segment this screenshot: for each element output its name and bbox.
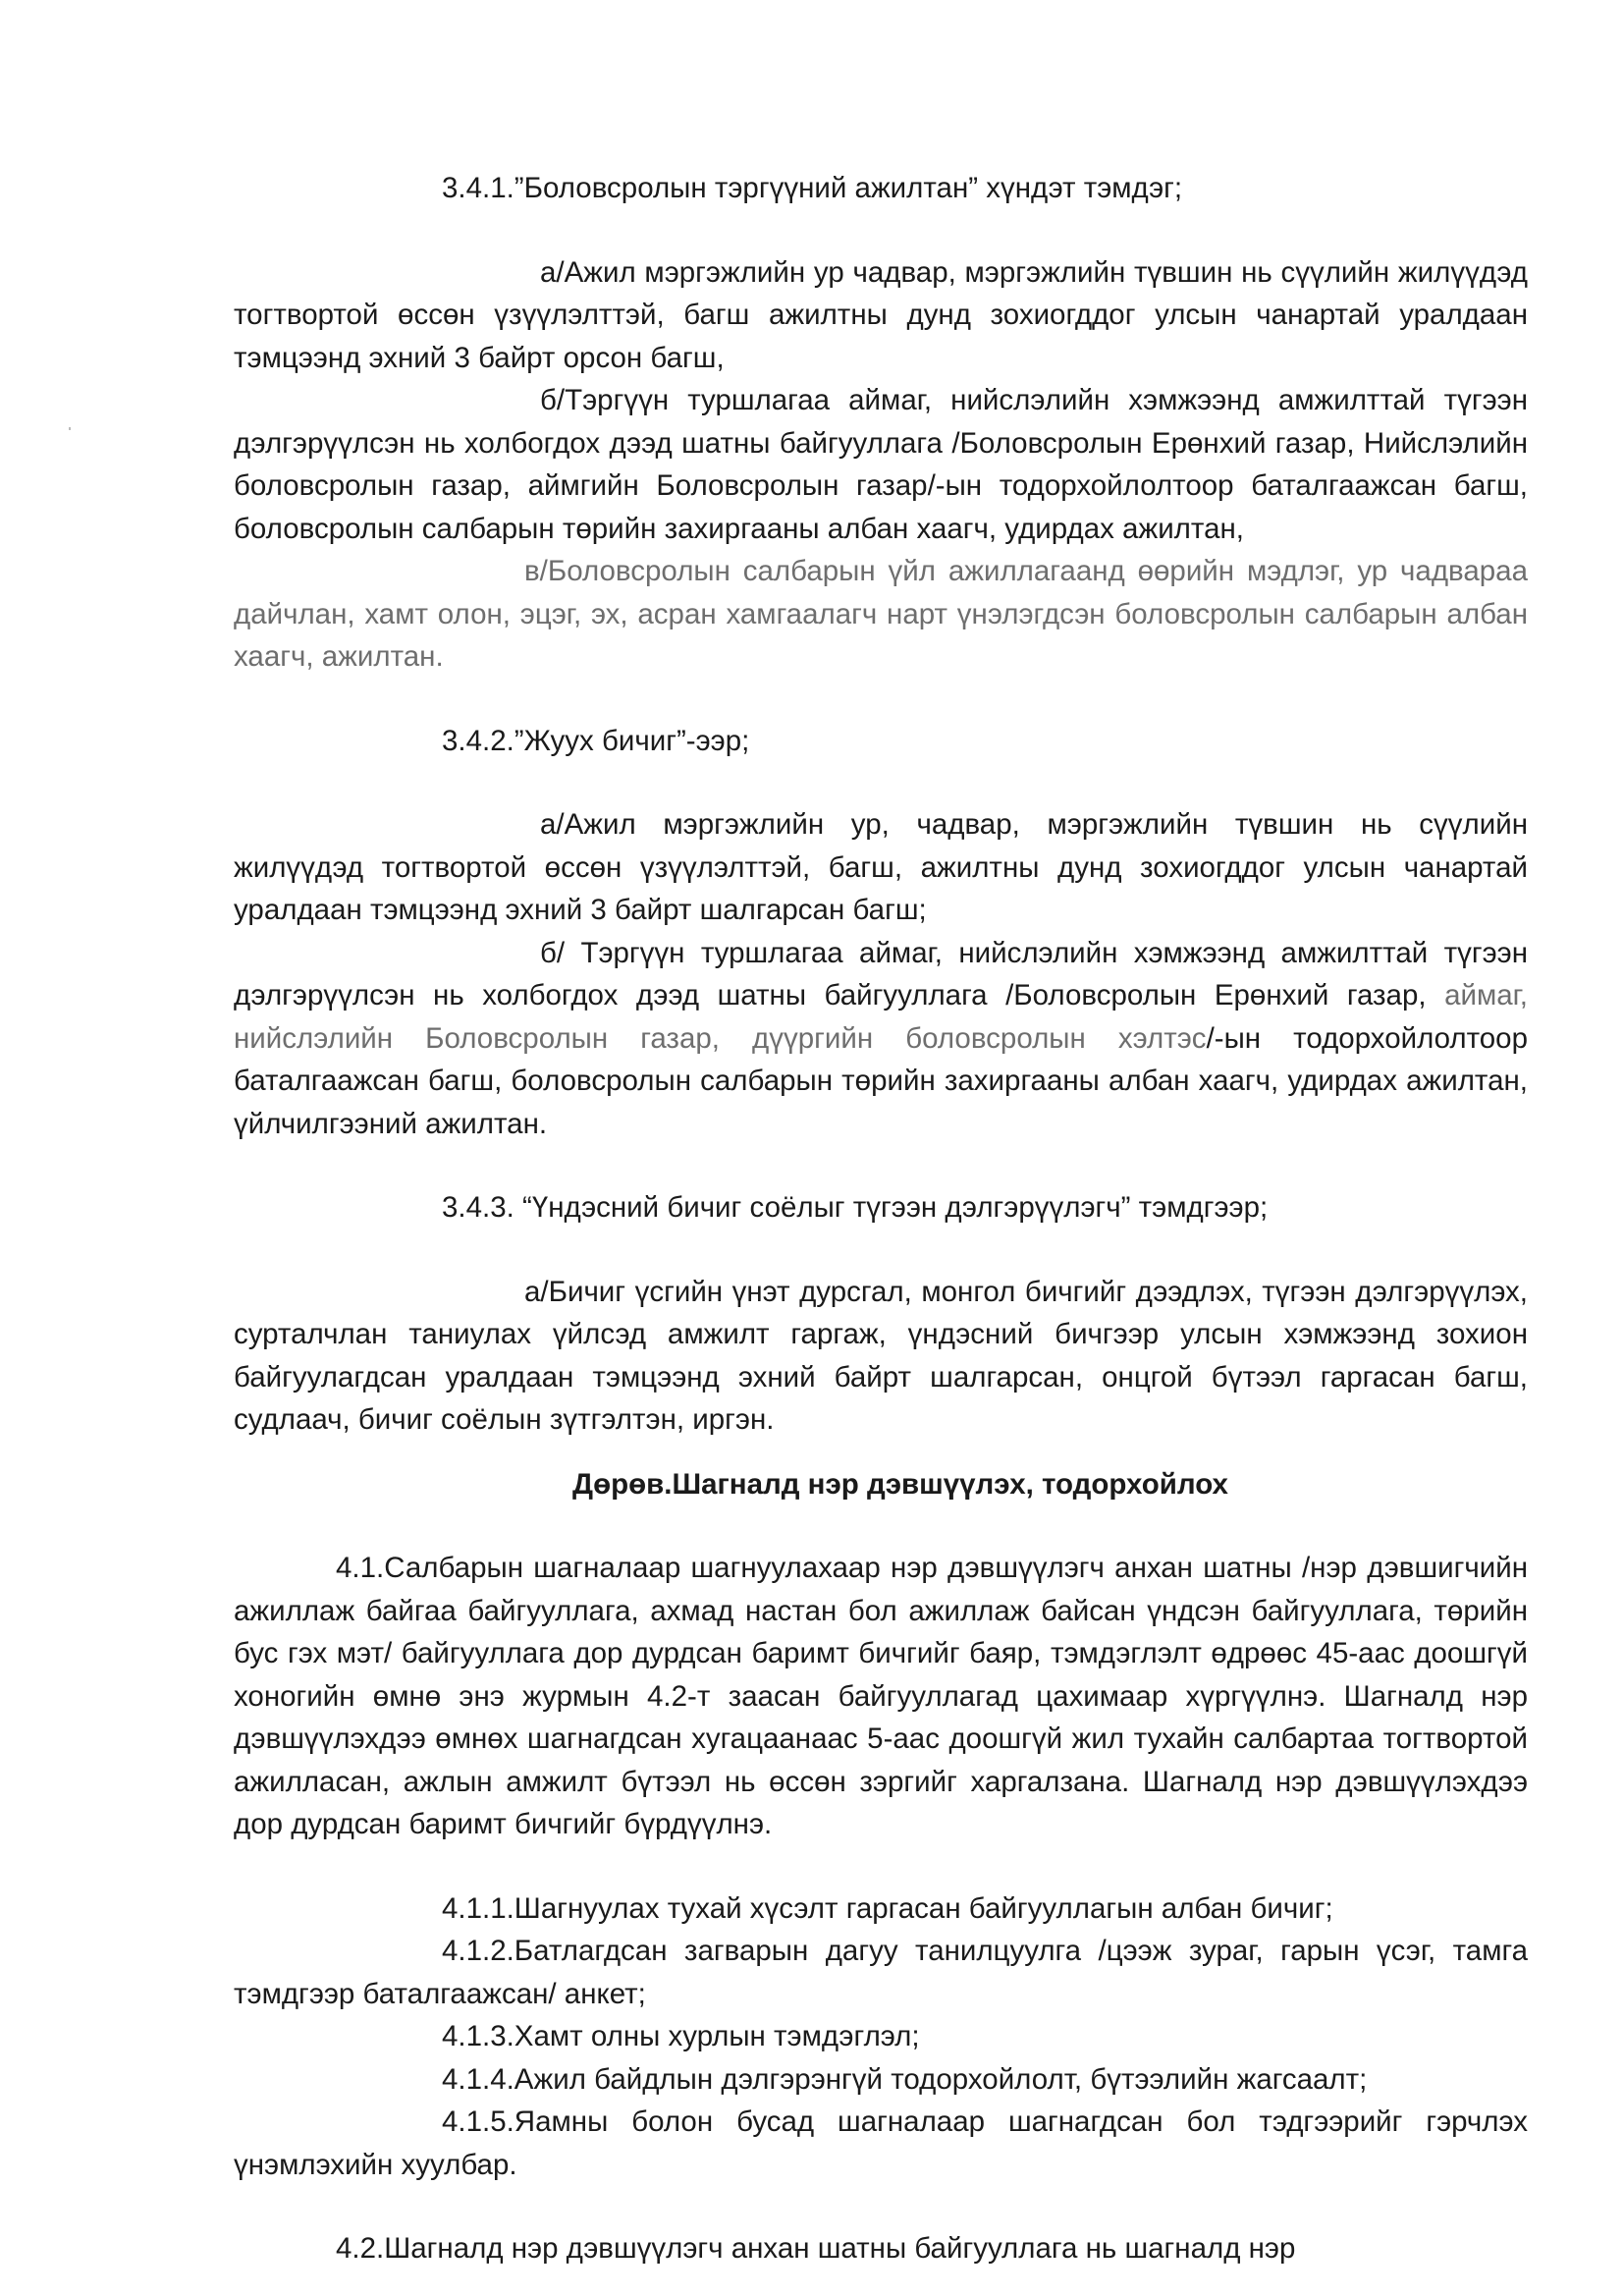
heading-3-4-1: 3.4.1.”Боловсролын тэргүүний ажилтан” хүндэт тэмдэг; (442, 172, 1183, 204)
item-3-4-1-b: б/Тэргүүн туршлагаа аймаг, нийслэлийн хэмжээнд амжилттай түгээн дэлгэрүүлсэн нь холбогдох дээд шатны байгууллага /Боловсролын Ерөнхий газар, Нийслэлийн боловсролын газар, аймгийн Боловсролын газар/-ын тодорхойлолтоор баталгаажсан багш, боловсролын салбарын төрийн захиргааны албан хаагч, удирдах ажилтан, (234, 384, 1528, 545)
item-3-4-3-a: а/Бичиг үсгийн үнэт дурсгал, монгол бичгийг дээдлэх, түгээн дэлгэрүүлэх, сурталчлан таниулах үйлсэд амжилт гаргаж, үндэсний бичгээр улсын хэмжээнд зохион байгуулагдсан уралдаан тэмцээнд эхний байрт шалгарсан, онцгой бүтээл гаргасан багш, судлаач, бичиг соёлын зүтгэлтэн, иргэн. (234, 1275, 1528, 1436)
item-3-4-1-v: в/Боловсролын салбарын үйл ажиллагаанд өөрийн мэдлэг, ур чадвараа дайчлан, хамт олон, эцэг, эх, асран хамгаалагч нарт үнэлэгдсэн боловсролын салбарын албан хаагч, ажилтан. (234, 555, 1528, 673)
heading-3-4-2: 3.4.2.”Жуух бичиг”-ээр; (442, 724, 750, 757)
item-4-1-3: 4.1.3.Хамт олны хурлын тэмдэглэл; (442, 2020, 920, 2052)
item-3-4-2-b-part3: /-ын тодорхойлолтоор баталгаажсан багш, боловсролын салбарын төрийн захиргааны албан хаагч, удирдах ажилтан, үйлчилгээний ажилтан. (234, 1021, 1528, 1140)
item-4-1-5: 4.1.5.Яамны болон бусад шагналаар шагнагдсан бол тэдгээрийг гэрчлэх үнэмлэхийн хуулбар. (234, 2105, 1528, 2181)
item-3-4-2-b-part2: аймаг, нийслэлийн Боловсролын газар, дүүргийн боловсролын хэлтэс (234, 979, 1528, 1055)
section-4-title: Дөрөв.Шагналд нэр дэвшүүлэх, тодорхойлох (572, 1467, 1228, 1501)
item-3-4-2-a: а/Ажил мэргэжлийн ур, чадвар, мэргэжлийн түвшин нь сүүлийн жилүүдэд тогтвортой өссөн үзүүлэлттэй, багш, ажилтны дунд зохиогддог улсын чанартай уралдаан тэмцээнд эхний 3 байрт шалгарсан багш; (234, 808, 1528, 926)
item-3-4-2-b-part1: б/ Тэргүүн туршлагаа аймаг, нийслэлийн хэмжээнд амжилттай түгээн дэлгэрүүлсэн нь холбогдох дээд шатны байгууллага /Боловсролын Ерөнхий газар, (234, 936, 1528, 1011)
item-4-1-4: 4.1.4.Ажил байдлын дэлгэрэнгүй тодорхойлолт, бүтээлийн жагсаалт; (442, 2062, 1368, 2096)
item-4-1-1: 4.1.1.Шагнуулах тухай хүсэлт гаргасан байгууллагын албан бичиг; (442, 1891, 1333, 1925)
heading-3-4-3: 3.4.3. “Үндэсний бичиг соёлыг түгээн дэлгэрүүлэгч” тэмдгээр; (442, 1191, 1269, 1224)
document-body (234, 167, 1528, 2270)
paragraph-4-1: 4.1.Салбарын шагналаар шагнуулахаар нэр дэвшүүлэгч анхан шатны /нэр дэвшигчийн ажиллаж байгаа байгууллага, ахмад настан бол ажиллаж байсан үндсэн байгууллага, төрийн бус гэх мэт/ байгууллага дор дурдсан баримт бичгийг баяр, тэмдэглэлт өдрөөс 45-аас доошгүй хоногийн өмнө энэ журмын 4.2-т заасан байгууллагад цахимаар хүргүүлнэ. Шагналд нэр дэвшүүлэхдээ өмнөх шагнагдсан хугацаанаас 5-аас доошгүй жил тухайн салбартаа тогтвортой ажилласан, ажлын амжилт бүтээл нь өссөн зэргийг харгалзана. Шагналд нэр дэвшүүлэхдээ дор дурдсан баримт бичгийг бүрдүүлнэ. (234, 1552, 1528, 1840)
scan-speck (69, 427, 71, 430)
item-3-4-2-b (234, 932, 1528, 1146)
item-4-1-2: 4.1.2.Батлагдсан загварын дагуу танилцуулга /цээж зураг, гарын үсэг, тамга тэмдгээр баталгаажсан/ анкет; (234, 1935, 1528, 2010)
paragraph-4-2: 4.2.Шагналд нэр дэвшүүлэгч анхан шатны байгууллага нь шагналд нэр (336, 2232, 1296, 2265)
item-3-4-1-a: а/Ажил мэргэжлийн ур чадвар, мэргэжлийн түвшин нь сүүлийн жилүүдэд тогтвортой өссөн үзүүлэлттэй, багш ажилтны дунд зохиогддог улсын чанартай уралдаан тэмцээнд эхний 3 байрт орсон багш, (234, 255, 1528, 374)
